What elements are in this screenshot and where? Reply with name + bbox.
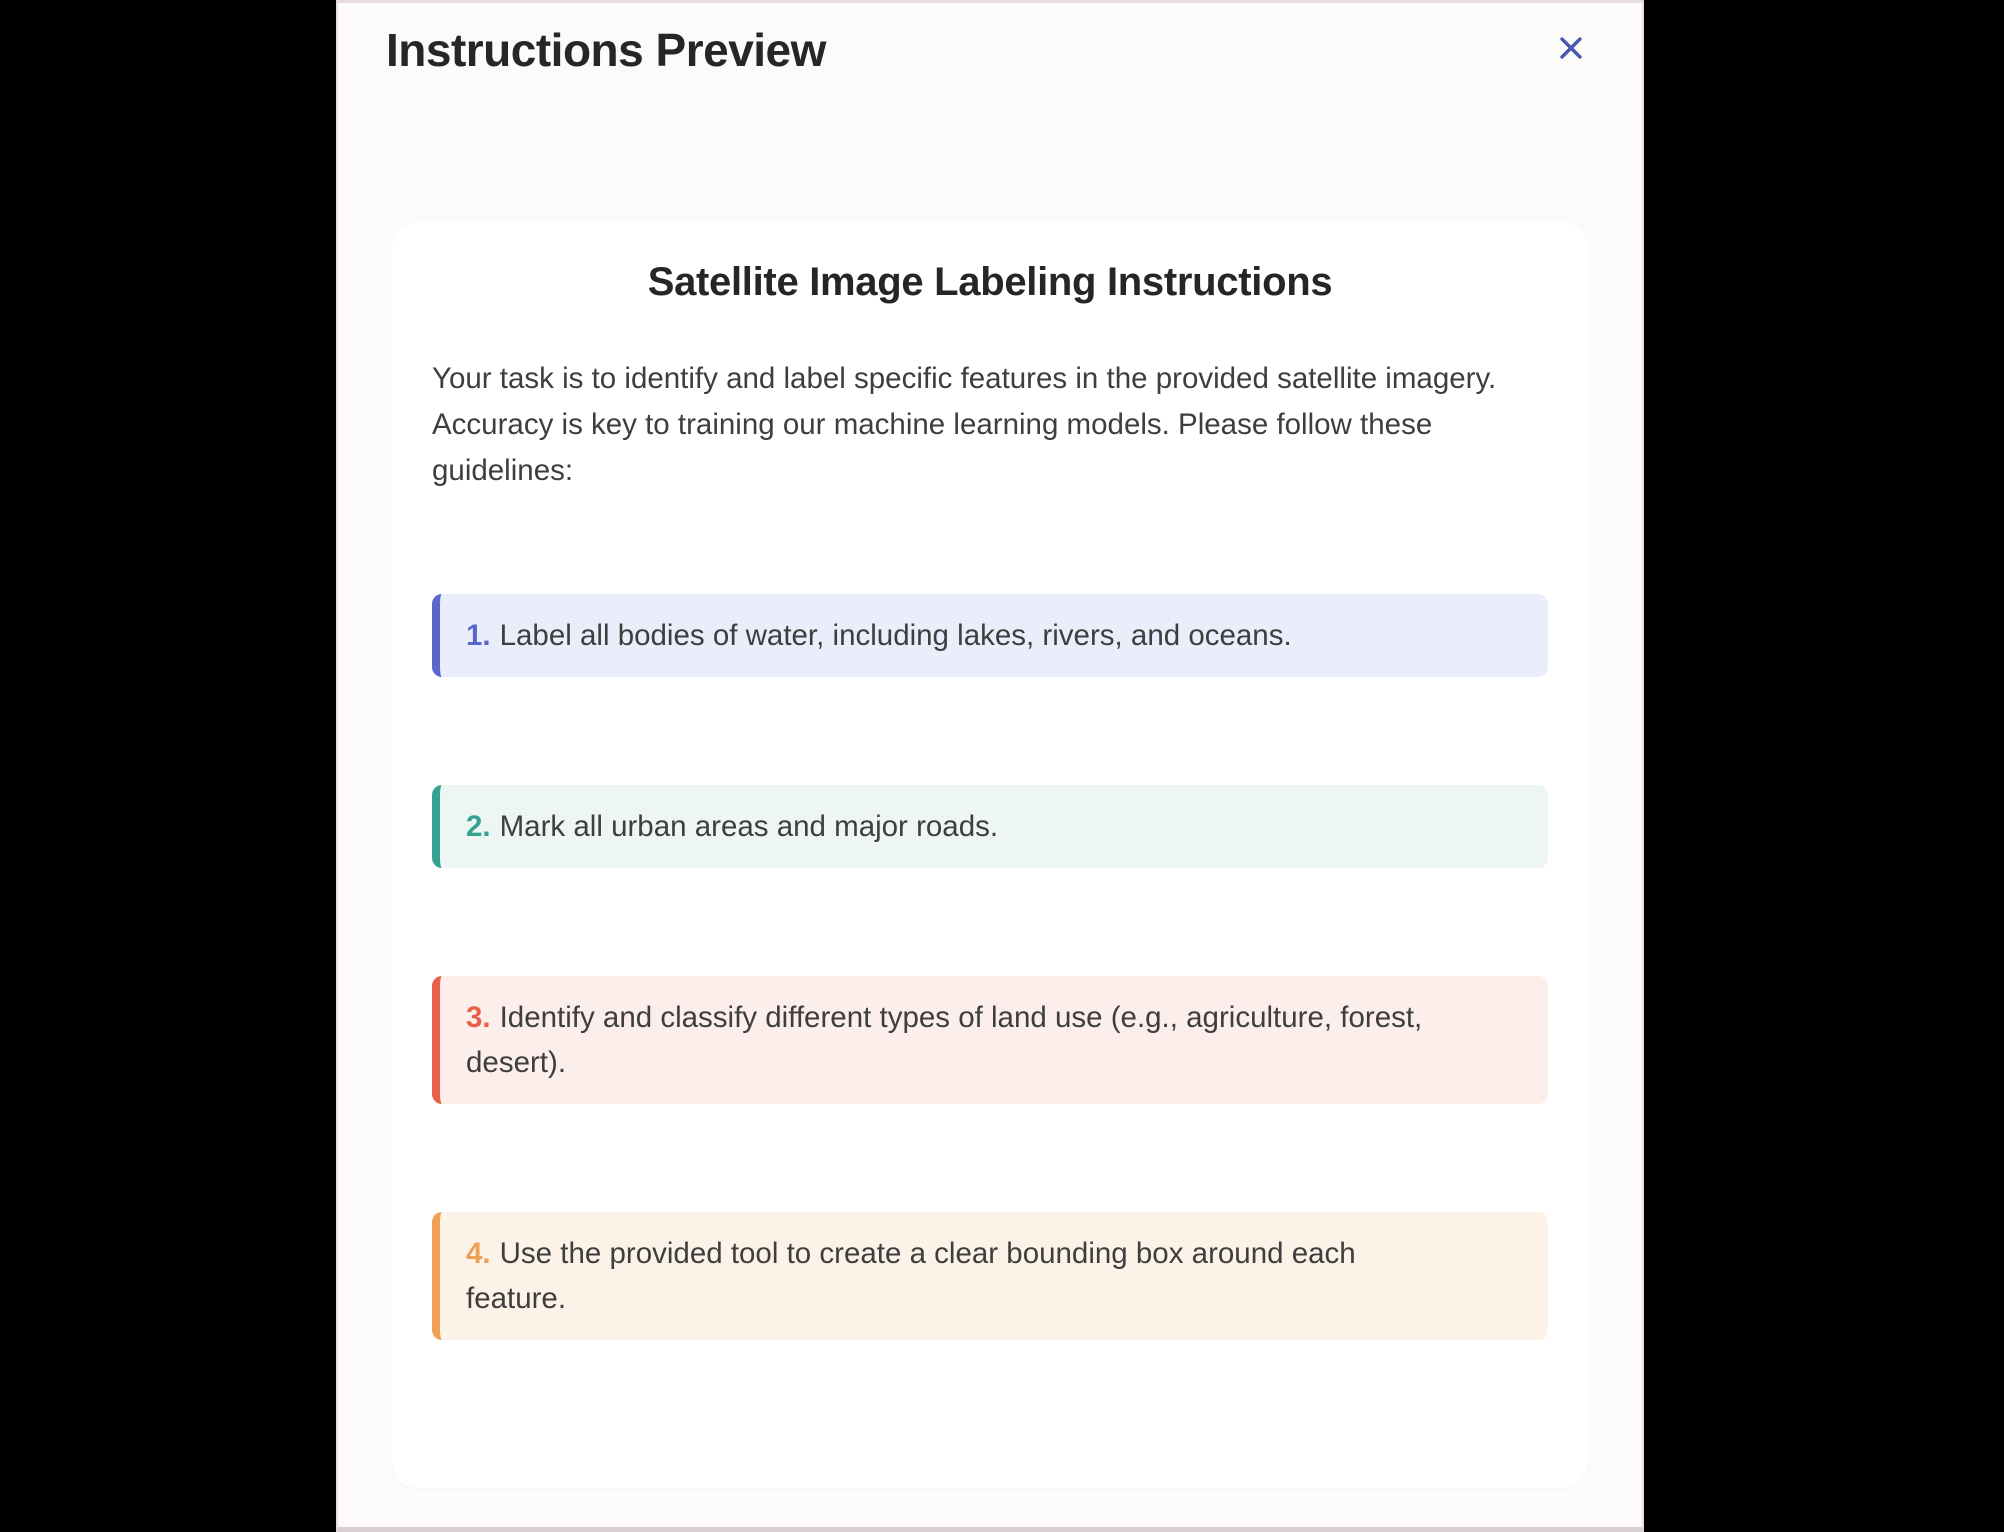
instructions-preview-modal bbox=[336, 0, 1644, 1532]
instruction-line bbox=[466, 613, 1446, 658]
instruction-item-1 bbox=[432, 594, 1548, 677]
instruction-item-4 bbox=[432, 1212, 1548, 1340]
instruction-text: Identify and classify different types of land use (e.g., agriculture, forest, desert). bbox=[466, 1001, 1423, 1080]
instruction-line bbox=[466, 804, 1446, 849]
instruction-line bbox=[466, 1231, 1446, 1321]
modal-header bbox=[338, 3, 1642, 78]
instructions-card bbox=[392, 222, 1588, 1488]
instruction-text: Mark all urban areas and major roads. bbox=[499, 810, 999, 844]
instruction-number: 2. bbox=[466, 810, 491, 844]
instruction-number: 1. bbox=[466, 619, 491, 653]
instruction-item-2 bbox=[432, 785, 1548, 868]
close-icon bbox=[1556, 33, 1586, 63]
modal-title: Instructions Preview bbox=[386, 24, 826, 76]
close-button[interactable] bbox=[1552, 29, 1590, 67]
instruction-text: Label all bodies of water, including lakes, rivers, and oceans. bbox=[499, 619, 1292, 653]
intro-text: Your task is to identify and label specific features in the provided satellite imagery. Accuracy is key to training our machine learning models. Please follow these guidelines: bbox=[432, 362, 1497, 488]
instruction-number: 4. bbox=[466, 1237, 491, 1271]
card-title: Satellite Image Labeling Instructions bbox=[647, 260, 1333, 305]
instruction-list bbox=[432, 594, 1548, 1340]
instruction-text: Use the provided tool to create a clear bounding box around each feature. bbox=[466, 1237, 1356, 1316]
instruction-number: 3. bbox=[466, 1001, 491, 1035]
instruction-item-3 bbox=[432, 976, 1548, 1104]
instruction-line bbox=[466, 995, 1446, 1085]
